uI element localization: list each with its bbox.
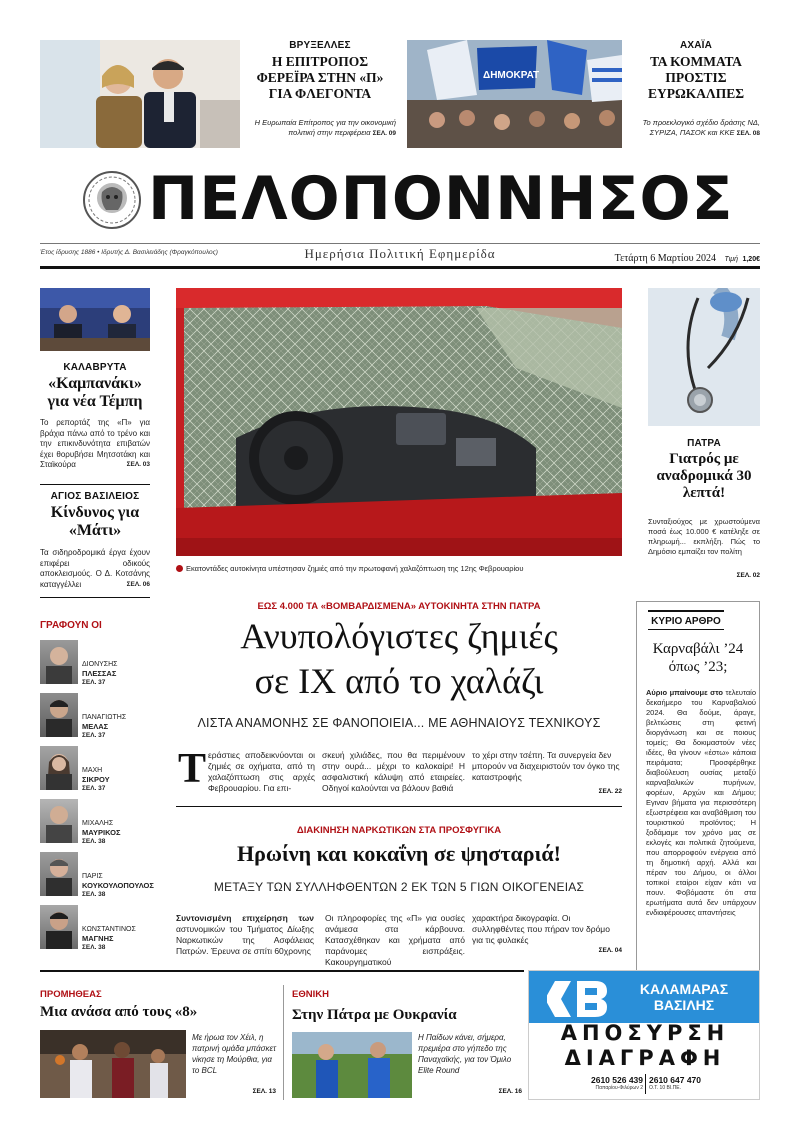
lead-headline-1[interactable]: Ανυπολόγιστες ζημιές (240, 616, 558, 656)
ad-logo-icon (547, 977, 609, 1021)
writer-photo (40, 640, 78, 684)
writer-item[interactable] (40, 905, 150, 958)
writer-ref: ΣΕΛ. 37 (82, 785, 106, 792)
ethniki-body: Η Παίδων κάνει, σήμερα, πρεμιέρα στο γήπεδο της Παναχαϊκής, για τον Όμιλο Elite Round (418, 1033, 512, 1075)
lead-subhead: ΛΙΣΤΑ ΑΝΑΜΟΝΗΣ ΣΕ ΦΑΝΟΠΟΙΕΙΑ... ΜΕ ΑΘΗΝΑΙΟΥΣ ΤΕΧΝΙΚΟΥΣ (197, 716, 601, 730)
writer-ref: ΣΕΛ. 37 (82, 679, 106, 686)
stethoscope-photo (648, 288, 760, 426)
top-right-ref: ΣΕΛ. 08 (736, 130, 760, 137)
writer-first: ΠΑΝΑΓΙΩΤΗΣ (82, 714, 127, 721)
drugs-col-1-text: αστυνομικών του Τμήματος Δίωξης Ναρκωτικών της Ασφάλειας Πατρών. Έρευνα σε σπίτι 60χρονης (176, 924, 314, 956)
agios-headline[interactable]: Κίνδυνος για «Μάτι» (50, 504, 140, 539)
kalavryta-photo (40, 288, 150, 351)
ad-name-1: ΚΑΛΑΜΑΡΑΣ (639, 981, 729, 997)
drugs-col-1-lead: Συντονισμένη επιχείρηση των (176, 913, 314, 923)
football-photo (292, 1032, 412, 1098)
writer-last: ΜΑΓΝΗΣ (82, 933, 114, 943)
masthead-tagline: Ημερήσια Πολιτική Εφημερίδα (304, 246, 496, 261)
kalavryta-body-text: Το ρεπορτάζ της «Π» για βράχια πάνω από το τρένο και την επικινδυνότητα επιβατών έχει θορυβήσει Μητσοτάκη και Σταϊκούρα (40, 418, 150, 469)
lead-col-1: εράστιες αποδεικνύονται οι ζημιές σε οχήματα, από τη χαλαζόπτωση στις αρχές Φεβρουαρίου. Για επι- (208, 750, 315, 793)
lead-col-3: το χέρι στην τσέπη. Τα συνεργεία δεν μπορούν να διαχειριστούν τον όγκο της καταστροφής (472, 750, 620, 782)
editorial-text: τελευταίο δεκαήμερο του Καρναβαλιού 2024. Θα δούμε, άραγε, βελτιώσεις στη φετινή διοργάνωση και σε ποιους τομείς; Θα δοκιμαστούν νέες ιδέες, θα γίνουν «έστω» κάποια πειράματα; Προσφέρθηκε διαβούλευση ουσίας μεταξύ καρναβαλικών πυρήνων, φορέων, Αρχών και Δήμου; Εγιναν βήματα για περισσότερη εξωστρέφεια και αναβάθμιση του τουριστικού προϊόντος; Η ξοδάμαμε τον χρόνο μας σε εκλογές και πολιτικά ζητούμενα, που απορροφούν ενέργεια από τη δημοτική αρχή. Αλλά και πέραν του Δήμου, οι άλλοι τοπικοί εταίροι είχαν κάτι να πουν. Φοβόμαστε ότι στα ερωτήματα αυτά δεν υπάρχουν ενδιαφέρουσες απαντήσεις (646, 688, 756, 917)
ethniki-ref: ΣΕΛ. 16 (498, 1088, 522, 1095)
lead-ref: ΣΕΛ. 22 (598, 788, 622, 795)
kalavryta-body (40, 418, 150, 471)
agios-kicker: ΑΓΙΟΣ ΒΑΣΙΛΕΙΟΣ (50, 491, 140, 502)
promitheas-ref: ΣΕΛ. 13 (252, 1088, 276, 1095)
ad-name-2: ΒΑΣΙΛΗΣ (653, 997, 715, 1013)
doctor-body: Συνταξιούχος με χρωστούμενα ποσά έως 10.000 € κατέληξε σε πληρωμή... εκπλήξη. Πώς το Δημόσιο εμπαίζει τον πολίτη (648, 517, 760, 556)
lead-headline-2[interactable]: σε ΙΧ από το χαλάζι (254, 661, 544, 701)
masthead-founded: Έτος ίδρυσης 1886 • Ιδρυτής Δ. Βασιλειάδης (Φραγκόπουλος) (40, 249, 218, 256)
ad-phone-1[interactable]: 2610 526 439 (591, 1075, 643, 1085)
top-left-headline[interactable]: Η ΕΠΙΤΡΟΠΟΣ ΦΕΡΕΪΡΑ ΣΤΗΝ «Π» ΓΙΑ ΦΛΕΓΟΝΤΑ (256, 54, 384, 101)
doctor-kicker: ΠΑΤΡΑ (687, 438, 721, 449)
writer-item[interactable] (40, 799, 150, 852)
writers-title: ΓΡΑΦΟΥΝ ΟΙ (40, 620, 102, 631)
writer-ref: ΣΕΛ. 37 (82, 732, 106, 739)
ad-line-1: ΑΠΟΣΥΡΣΗ (560, 1021, 730, 1045)
masthead-title: ΠΕΛΟΠΟΝΝΗΣΟΣ (148, 164, 734, 234)
agios-ref: ΣΕΛ. 06 (126, 580, 150, 588)
writer-item[interactable] (40, 693, 150, 746)
masthead-price: 1,20€ (742, 256, 760, 263)
ethniki-kicker: ΕΘΝΙΚΗ (292, 989, 329, 1000)
editorial-lead-in: Αύριο μπαίνουμε στο (646, 688, 723, 697)
promitheas-body: Με ήρωα τον Χέιλ, η πατρινή ομάδα μπάσκετ νίκησε τη Μούρθια, για το BCL (192, 1033, 276, 1075)
promitheas-kicker: ΠΡΟΜΗΘΕΑΣ (40, 989, 102, 1000)
commissioner-photo (40, 40, 240, 148)
camera-icon (176, 565, 183, 572)
writer-photo (40, 693, 78, 737)
kalavryta-kicker: ΚΑΛΑΒΡΥΤΑ (63, 362, 127, 373)
drugs-col-2: Οι πληροφορίες της «Π» για ουσίες ανάμεσα στα κάρβουνα. Κατασχέθηκαν και χρήματα από παράνομες εισπράξεις. Κακουργηματικού (325, 913, 465, 967)
agios-body-text: Τα σιδηροδρομικά έργα έχουν επιφέρει οδικούς αποκλεισμούς. Ο Δ. Κοτσάνης καταγγέλλει (40, 548, 150, 589)
writer-photo (40, 746, 78, 790)
writer-first: ΚΩΝΣΤΑΝΤΙΝΟΣ (82, 926, 136, 933)
main-photo-caption: Εκατοντάδες αυτοκίνητα υπέστησαν ζημιές από την πρωτοφανή χαλαζόπτωση της 12ης Φεβρουαρίου (186, 564, 524, 573)
rally-photo (407, 40, 622, 148)
writer-item[interactable] (40, 640, 150, 693)
top-left-ref: ΣΕΛ. 09 (372, 130, 396, 137)
editorial-label: ΚΥΡΙΟ ΑΡΘΡΟ (648, 610, 724, 630)
writer-photo (40, 799, 78, 843)
top-left-summary: Η Ευρωπαία Επίτροπος για την οικονομική πολιτική στην περιφέρεια (254, 118, 396, 137)
top-right-kicker: ΑΧΑΪΑ (679, 40, 713, 51)
lead-kicker: ΕΩΣ 4.000 ΤΑ «ΒΟΜΒΑΡΔΙΣΜΕΝΑ» ΑΥΤΟΚΙΝΗΤΑ ΣΤΗΝ ΠΑΤΡΑ (257, 601, 541, 612)
writer-first: ΠΑΡΙΣ (82, 873, 103, 880)
writer-first: ΔΙΟΝΥΣΗΣ (82, 661, 118, 668)
writer-last: ΚΟΥΚΟΥΛΟΠΟΥΛΟΣ (82, 880, 154, 890)
drugs-kicker: ΔΙΑΚΙΝΗΣΗ ΝΑΡΚΩΤΙΚΩΝ ΣΤΑ ΠΡΟΣΦΥΓΙΚΑ (296, 825, 502, 836)
writer-photo (40, 852, 78, 896)
drugs-headline[interactable]: Ηρωίνη και κοκαΐνη σε ψησταριά! (237, 841, 561, 866)
doctor-headline[interactable]: Γιατρός με αναδρομικά 30 λεπτά! (656, 451, 752, 501)
masthead-emblem (82, 170, 142, 230)
writer-last: ΜΑΥΡΙΚΟΣ (82, 827, 121, 837)
writer-photo (40, 905, 78, 949)
writer-first: ΜΙΧΑΛΗΣ (82, 820, 114, 827)
agios-body (40, 548, 150, 590)
ad-line-2: ΔΙΑΓΡΑΦΗ (564, 1046, 726, 1070)
editorial-headline[interactable]: Καρναβάλι ’24 όπως ’23; (652, 641, 744, 675)
writer-last: ΣΙΚΡΟΥ (82, 774, 110, 784)
masthead-price-label: Τιμή (724, 256, 739, 263)
ethniki-headline[interactable]: Στην Πάτρα με Ουκρανία (292, 1007, 457, 1023)
hail-car-photo (176, 288, 622, 556)
kalavryta-ref: ΣΕΛ. 03 (126, 461, 150, 468)
advertisement[interactable] (528, 970, 760, 1100)
writer-ref: ΣΕΛ. 38 (82, 838, 106, 845)
writer-ref: ΣΕΛ. 38 (82, 891, 106, 898)
top-right-headline[interactable]: ΤΑ ΚΟΜΜΑΤΑ ΠΡΟΣΤΙΣ ΕΥΡΩΚΑΛΠΕΣ (647, 54, 745, 101)
drugs-ref: ΣΕΛ. 04 (598, 947, 622, 954)
top-left-kicker: ΒΡΥΞΕΛΛΕΣ (289, 40, 351, 51)
drugs-col-3: χαρακτήρα δικογραφία. Οι συλληφθέντες που πήραν τον δρόμο για τις φυλακές (472, 913, 610, 945)
ad-phone-2[interactable]: 2610 647 470 (649, 1075, 701, 1085)
top-right-summary: Το προεκλογικό σχέδιο δράσης ΝΔ, ΣΥΡΙΖΑ, ΠΑΣΟΚ και ΚΚΕ (642, 118, 760, 137)
basketball-photo (40, 1030, 186, 1098)
writer-item[interactable] (40, 852, 154, 905)
ad-addr-2: Ο.Τ. 10 ΒΙ.ΠΕ. (649, 1085, 681, 1091)
editorial-body (646, 688, 756, 918)
writers-list (40, 640, 154, 958)
svg-text:ΔΗΜΟΚΡΑΤ: ΔΗΜΟΚΡΑΤ (483, 70, 540, 81)
writer-first: ΜΑΧΗ (82, 767, 103, 774)
masthead-date: Τετάρτη 6 Μαρτίου 2024 (614, 253, 717, 264)
kalavryta-headline[interactable]: «Καμπανάκι» για νέα Τέμπη (47, 375, 143, 410)
writer-last: ΜΕΛΑΣ (82, 721, 109, 731)
lead-col-2: σκευή χιλιάδες, που θα περιμένουν στην ουρά... μέχρι το καλοκαίρι! Η ασφαλιστική κάλυψη από εταιρείες. Οδηγοί καλούνται να βάλουν βαθιά (322, 750, 465, 793)
promitheas-headline[interactable]: Μια ανάσα από τους «8» (40, 1004, 198, 1020)
doctor-ref: ΣΕΛ. 02 (736, 572, 760, 579)
drugs-col-1 (176, 913, 314, 957)
drugs-subhead: ΜΕΤΑΞΥ ΤΩΝ ΣΥΛΛΗΦΘΕΝΤΩΝ 2 ΕΚ ΤΩΝ 5 ΓΙΩΝ ΟΙΚΟΓΕΝΕΙΑΣ (213, 880, 585, 894)
ad-addr-1: Παπαρίου-Φιλύρων 2 (595, 1085, 643, 1091)
lead-dropcap: Τ (178, 746, 207, 792)
writer-last: ΠΛΕΣΣΑΣ (82, 668, 117, 678)
writer-ref: ΣΕΛ. 38 (82, 944, 106, 951)
writer-item[interactable] (40, 746, 150, 799)
